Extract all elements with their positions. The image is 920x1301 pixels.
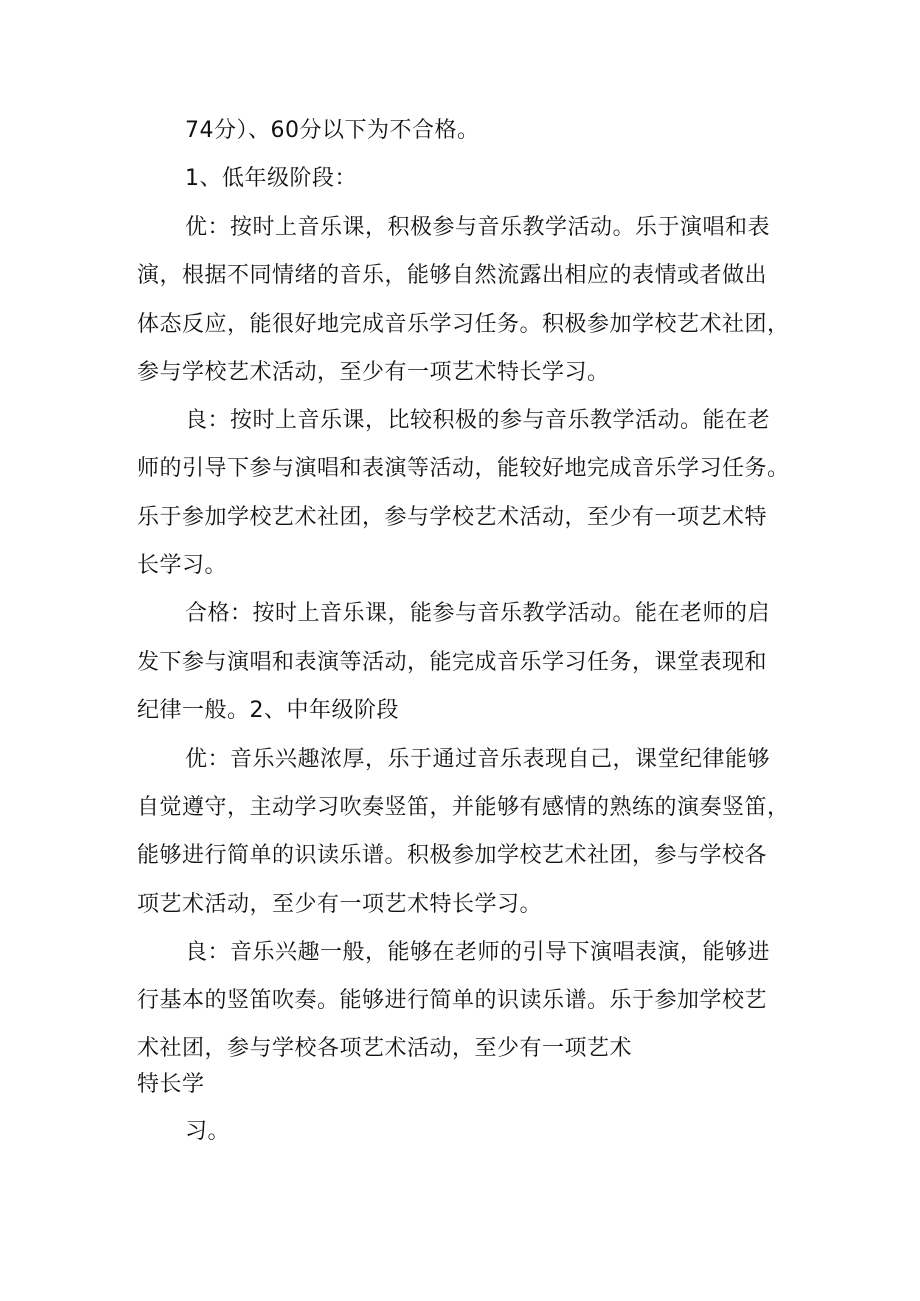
text-line: 演，根据不同情绪的音乐，能够自然流露出相应的表情或者做出 [137,263,768,288]
text-line: 74分）、60分以下为不合格。 [185,118,480,143]
text-line: 习。 [185,1119,231,1144]
text-line: 优：音乐兴趣浓厚，乐于通过音乐表现自己，课堂纪律能够 [185,747,771,772]
text-line: 师的引导下参与演唱和表演等活动，能较好地完成音乐学习任务。 [137,456,790,481]
text-line: 行基本的竖笛吹奏。能够进行简单的识读乐谱。乐于参加学校艺 [137,988,768,1013]
text-line: 参与学校艺术活动，至少有一项艺术特长学习。 [137,360,610,385]
text-line: 乐于参加学校艺术社团，参与学校艺术活动，至少有一项艺术特 [137,505,768,530]
text-line: 良：按时上音乐课，比较积极的参与音乐教学活动。能在老 [185,408,771,433]
text-line: 优：按时上音乐课，积极参与音乐教学活动。乐于演唱和表 [185,215,771,240]
text-line: 长学习。 [137,553,228,578]
text-line: 能够进行简单的识读乐谱。积极参加学校艺术社团，参与学校各 [137,843,768,868]
text-line: 合格：按时上音乐课，能参与音乐教学活动。能在老师的启 [185,601,771,626]
section-heading: 1、低年级阶段： [185,166,357,191]
text-line: 自觉遵守，主动学习吹奏竖笛，并能够有感情的熟练的演奏竖笛， [137,795,790,820]
text-line: 纪律一般。2、中年级阶段 [137,698,399,723]
text-line: 良：音乐兴趣一般，能够在老师的引导下演唱表演，能够进 [185,940,771,965]
text-line: 体态反应，能很好地完成音乐学习任务。积极参加学校艺术社团， [137,312,790,337]
text-line: 项艺术活动，至少有一项艺术特长学习。 [137,892,543,917]
text-line: 发下参与演唱和表演等活动，能完成音乐学习任务，课堂表现和 [137,650,768,675]
text-line: 特长学 [137,1072,205,1097]
text-line: 术社团，参与学校各项艺术活动，至少有一项艺术 [137,1036,633,1061]
